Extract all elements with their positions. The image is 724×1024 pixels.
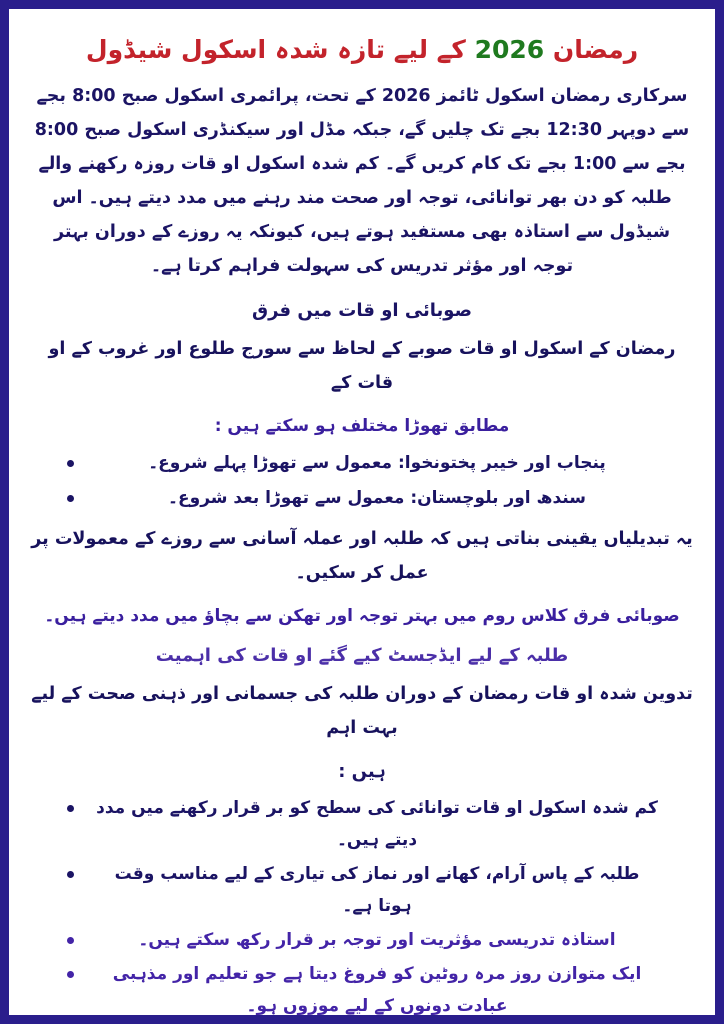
list-item-label: استاذہ تدریسی مؤثریت اور توجہ بر قرار رکھ سکتے ہیں۔ xyxy=(138,930,616,951)
intro-paragraph: سرکاری رمضان اسکول ٹائمز 2026 کے تحت، پرائمری اسکول صبح 8:00 بجے سے دوپہر 12:30 بجے تک چلیں گے، جبکہ مڈل اور سیکنڈری اسکول صبح 8:00 بجے سے 1:00 بجے تک کام کریں گے۔ کم شدہ اسکول او قات روزہ رکھنے والے طلبہ کو دن بھر توانائی، توجہ اور صحت مند رہنے میں مدد دیتے ہیں۔ اس شیڈول سے استاذہ بھی مستفید ہوتے ہیں، کیونکہ یہ روزے کے دوران بہتر توجہ اور مؤثر تدریس کی سہولت فراہم کرتا ہے۔ xyxy=(34,85,690,277)
bullet-dot-icon xyxy=(67,871,74,878)
list-item-label: پنجاب اور خیبر پختونخوا: معمول سے تھوڑا پہلے شروع۔ xyxy=(148,453,606,474)
list-item-label: سندھ اور بلوچستان: معمول سے تھوڑا بعد شروع۔ xyxy=(168,487,586,508)
provincial-body: رمضان کے اسکول او قات صوبے کے لحاظ سے سورج طلوع اور غروب کے او قات کے xyxy=(48,338,676,393)
bullet-dot-icon xyxy=(67,460,74,467)
bullet-dot-icon xyxy=(67,805,74,812)
bullet-dot-icon xyxy=(67,937,74,944)
importance-body: تدوین شدہ او قات رمضان کے دوران طلبہ کی جسمانی اور ذہنی صحت کے لیے بہت اہم xyxy=(31,683,693,738)
page-title xyxy=(25,33,699,67)
provincial-body-highlight: مطابق تھوڑا مختلف ہو سکتے ہیں : xyxy=(214,415,510,436)
list-item-label: طلبہ کے پاس آرام، کھانے اور نماز کی تیاری کے لیے مناسب وقت ہوتا ہے۔ xyxy=(114,864,640,916)
provincial-bullet-list xyxy=(25,448,699,514)
bullet-dot-icon xyxy=(67,495,74,502)
page-title-part-2: کے لیے تازہ شدہ اسکول شیڈول xyxy=(85,35,475,64)
list-item xyxy=(25,793,699,856)
importance-bullet-list xyxy=(25,793,699,1022)
page-title-year: 2026 xyxy=(474,35,545,64)
list-item xyxy=(25,448,699,479)
list-item-label: کم شدہ اسکول او قات توانائی کی سطح کو بر قرار رکھنے میں مدد دیتے ہیں۔ xyxy=(96,798,658,850)
list-item xyxy=(25,925,699,956)
provincial-note: یہ تبدیلیاں یقینی بناتی ہیں کہ طلبہ اور عملہ آسانی سے روزے کے معمولات پر عمل کر سکیں۔ xyxy=(31,529,693,584)
document-body xyxy=(25,33,699,1016)
list-item xyxy=(25,483,699,514)
importance-heading: طلبہ کے لیے ایڈجسٹ کیے گئے او قات کی اہمیت xyxy=(155,644,569,666)
list-item xyxy=(25,959,699,1022)
list-item xyxy=(25,859,699,922)
provincial-note-highlight: صوبائی فرق کلاس روم میں بہتر توجہ اور تھکن سے بچاؤ میں مدد دیتے ہیں۔ xyxy=(44,606,680,627)
bullet-dot-icon xyxy=(67,971,74,978)
provincial-heading: صوبائی او قات میں فرق xyxy=(252,299,472,321)
page-title-part-1: رمضان xyxy=(544,35,639,64)
importance-body-tail: ہیں : xyxy=(338,761,386,783)
list-item-label: ایک متوازن روز مرہ روٹین کو فروغ دیتا ہے جو تعلیم اور مذہبی عبادت دونوں کے لیے موزوں ہو۔ xyxy=(112,964,642,1016)
